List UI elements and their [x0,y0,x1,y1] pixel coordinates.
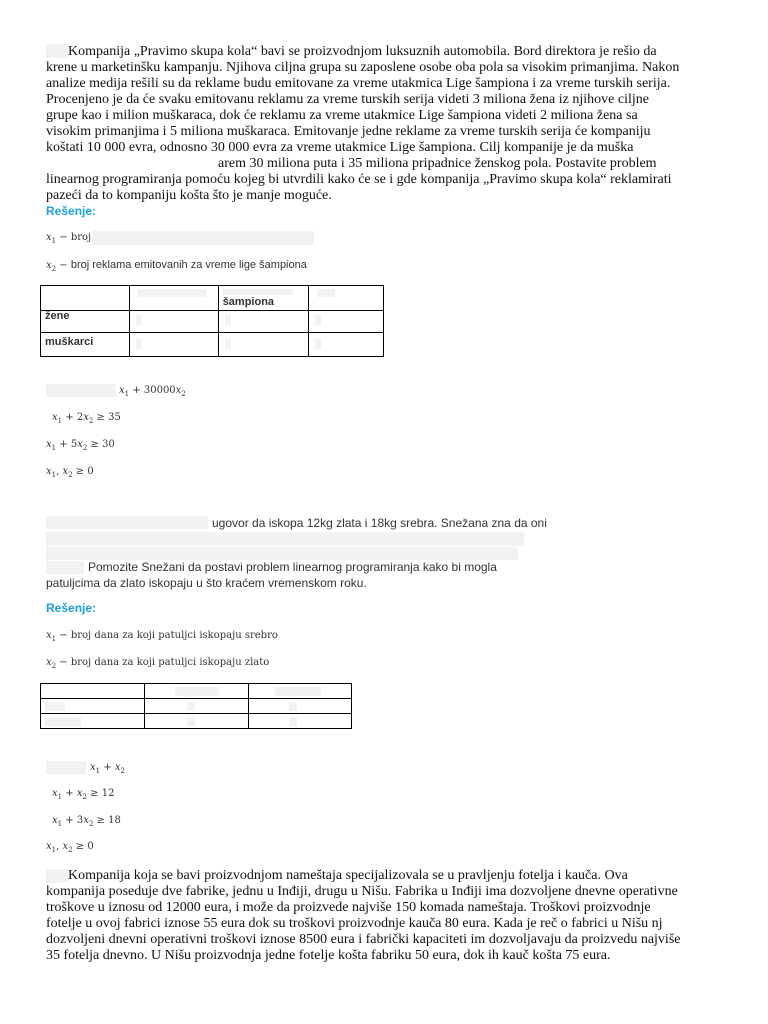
table-cell [41,286,130,311]
row-label-muskarci: muškarci [41,333,130,357]
constraint-1: $x_1 + 2x_2 \ge 35$ [52,412,121,425]
problem1-line: Kompanija „Pravimo skupa kola“ bavi se proizvodnjom luksuznih automobila. Bord direktora je rešio da [68,44,657,59]
redacted-block [46,384,116,397]
table-cell [218,286,308,311]
table-cell [308,333,383,357]
table-cell [41,699,145,714]
table-cell [218,333,308,357]
redacted-block [46,561,84,574]
variable-x2-definition: $x_2$ − broj reklama emitovanih za vreme lige šampiona [46,259,307,273]
nonnegativity-constraint: $x_1$, $x_2 \ge 0$ [46,841,94,854]
constraint-1: $x_1 + x_2 \ge 12$ [52,788,115,801]
problem2-line: ugovor da iskopa 12kg zlata i 18kg srebra. Snežana zna da oni [212,516,547,530]
problem3-line: fotelje u ovoj fabrici iznose 55 eura dok su troškovi proizvodnje kauča 80 eura. Kada je reč o fabrici u Nišu nj [46,916,663,931]
problem3-line: Kompanija koja se bavi proizvodnjom nameštaja specijalizovala se u pravljenju fotelja i kauča. Ova [68,868,628,883]
solution-label: Rešenje: [46,601,97,615]
rhs: 18 [108,815,121,826]
constraint-2: $x_1 + 3x_2 \ge 18$ [52,815,121,828]
redacted-block [46,547,518,560]
redacted-block [46,532,524,546]
problem1-line: analize medija rešili su da reklame budu emitovane za vreme utakmica Lige šampiona i za vreme turskih serija. [46,76,671,91]
objective-function: $x_1 + 30000x_2$ [119,385,186,398]
table-cell [308,311,383,333]
table-cell [41,684,145,699]
problem2-line: patuljcima da zlato iskopaju u što kraćem vremenskom roku. [46,576,367,590]
coef: 30000 [143,385,176,396]
rhs: 35 [108,412,121,423]
variable-x2-definition: $x_2$ − broj dana za koji patuljci iskopaju zlato [46,657,270,670]
problem3-line: dozvoljeni dnevni operativni troškovi iznose 8500 eura i fabrički kapaciteti im dozvoljavaju da proizvedu najviše [46,932,681,947]
variable-x1-definition: $x_1$ − broj [46,232,92,245]
redacted-block [46,516,208,529]
var-desc: broj reklama emitovanih za vreme lige šampiona [70,259,307,271]
redacted-block [92,231,314,245]
table-cell [249,684,352,699]
table-cell [129,333,218,357]
problem1-line: grupe kao i milion muškaraca, dok će reklamu za vreme utakmice Lige šampiona videti 2 miliona žena sa [46,108,638,123]
table-cell [145,699,249,714]
problem1-text [46,44,746,204]
redacted-block [46,761,86,774]
table-cell [129,311,218,333]
var-desc: broj [70,232,92,243]
problem1-line: koštati 10 000 evra, odnosno 30 000 evra za vreme utakmice Lige šampiona. Cilj kompanije je da muška [46,140,634,155]
problem3-text [46,868,746,964]
table-cell [129,286,218,311]
audience-table [40,285,384,357]
variable-x1-definition: $x_1$ − broj dana za koji patuljci iskopaju srebro [46,630,278,643]
solution-label: Rešenje: [46,204,97,218]
rhs: 12 [101,788,115,799]
problem3-line: troškove u iznosu od 12000 eura, i može da proizvede najviše 150 komada nameštaja. Troškovi proizvodnje [46,900,651,915]
table-cell [249,699,352,714]
var-desc: broj dana za koji patuljci iskopaju srebro [70,630,278,641]
problem1-line: linearnog programiranja pomoću kojeg bi utvrdili kako će se i gde kompanija „Pravimo skupa kola“ reklamirati [46,172,672,187]
problem3-line: kompanija poseduje dve fabrike, jednu u Inđiji, drugu u Nišu. Fabrika u Inđiji ima dozvoljene dnevne operativne [46,884,678,899]
table-cell [145,684,249,699]
problem2-line: Pomozite Snežani da postavi problem linearnog programiranja kako bi mogla [88,560,497,574]
problem1-line: visokim primanjima i 5 miliona muškaraca. Emitovanje jedne reklame za vreme turskih serija će kompaniju [46,124,651,139]
mining-table [40,683,352,729]
var-desc: broj dana za koji patuljci iskopaju zlato [70,657,270,668]
problem1-line: pazeći da to kompaniju košta što je manje moguće. [46,188,332,203]
objective-function: $x_1 + x_2$ [90,762,125,775]
nonnegativity-constraint: $x_1$, $x_2 \ge 0$ [46,466,94,479]
row-label-zene: žene [41,311,130,333]
header-sampiona: šampiona [222,296,275,308]
table-cell [308,286,383,311]
table-cell [249,714,352,729]
table-cell [41,714,145,729]
problem1-line: arem 30 miliona puta i 35 miliona pripadnice ženskog pola. Postavite problem [218,156,657,171]
problem1-line: Procenjeno je da će svaku emitovanu reklamu za vreme turskih serija videti 3 miliona žena iz njihove ciljne [46,92,649,107]
table-cell [218,311,308,333]
constraint-2: $x_1 + 5x_2 \ge 30$ [46,439,115,452]
problem1-line: krene u marketinšku kampanju. Njihova ciljna grupa su zaposlene osobe oba pola sa visokim primanjima. Nakon [46,60,680,75]
problem3-line: 35 fotelja dnevno. U Nišu proizvodnja jedne fotelje košta fabriku 50 eura, dok ih kauč košta 75 eura. [46,948,611,963]
rhs: 30 [102,439,115,450]
table-cell [145,714,249,729]
